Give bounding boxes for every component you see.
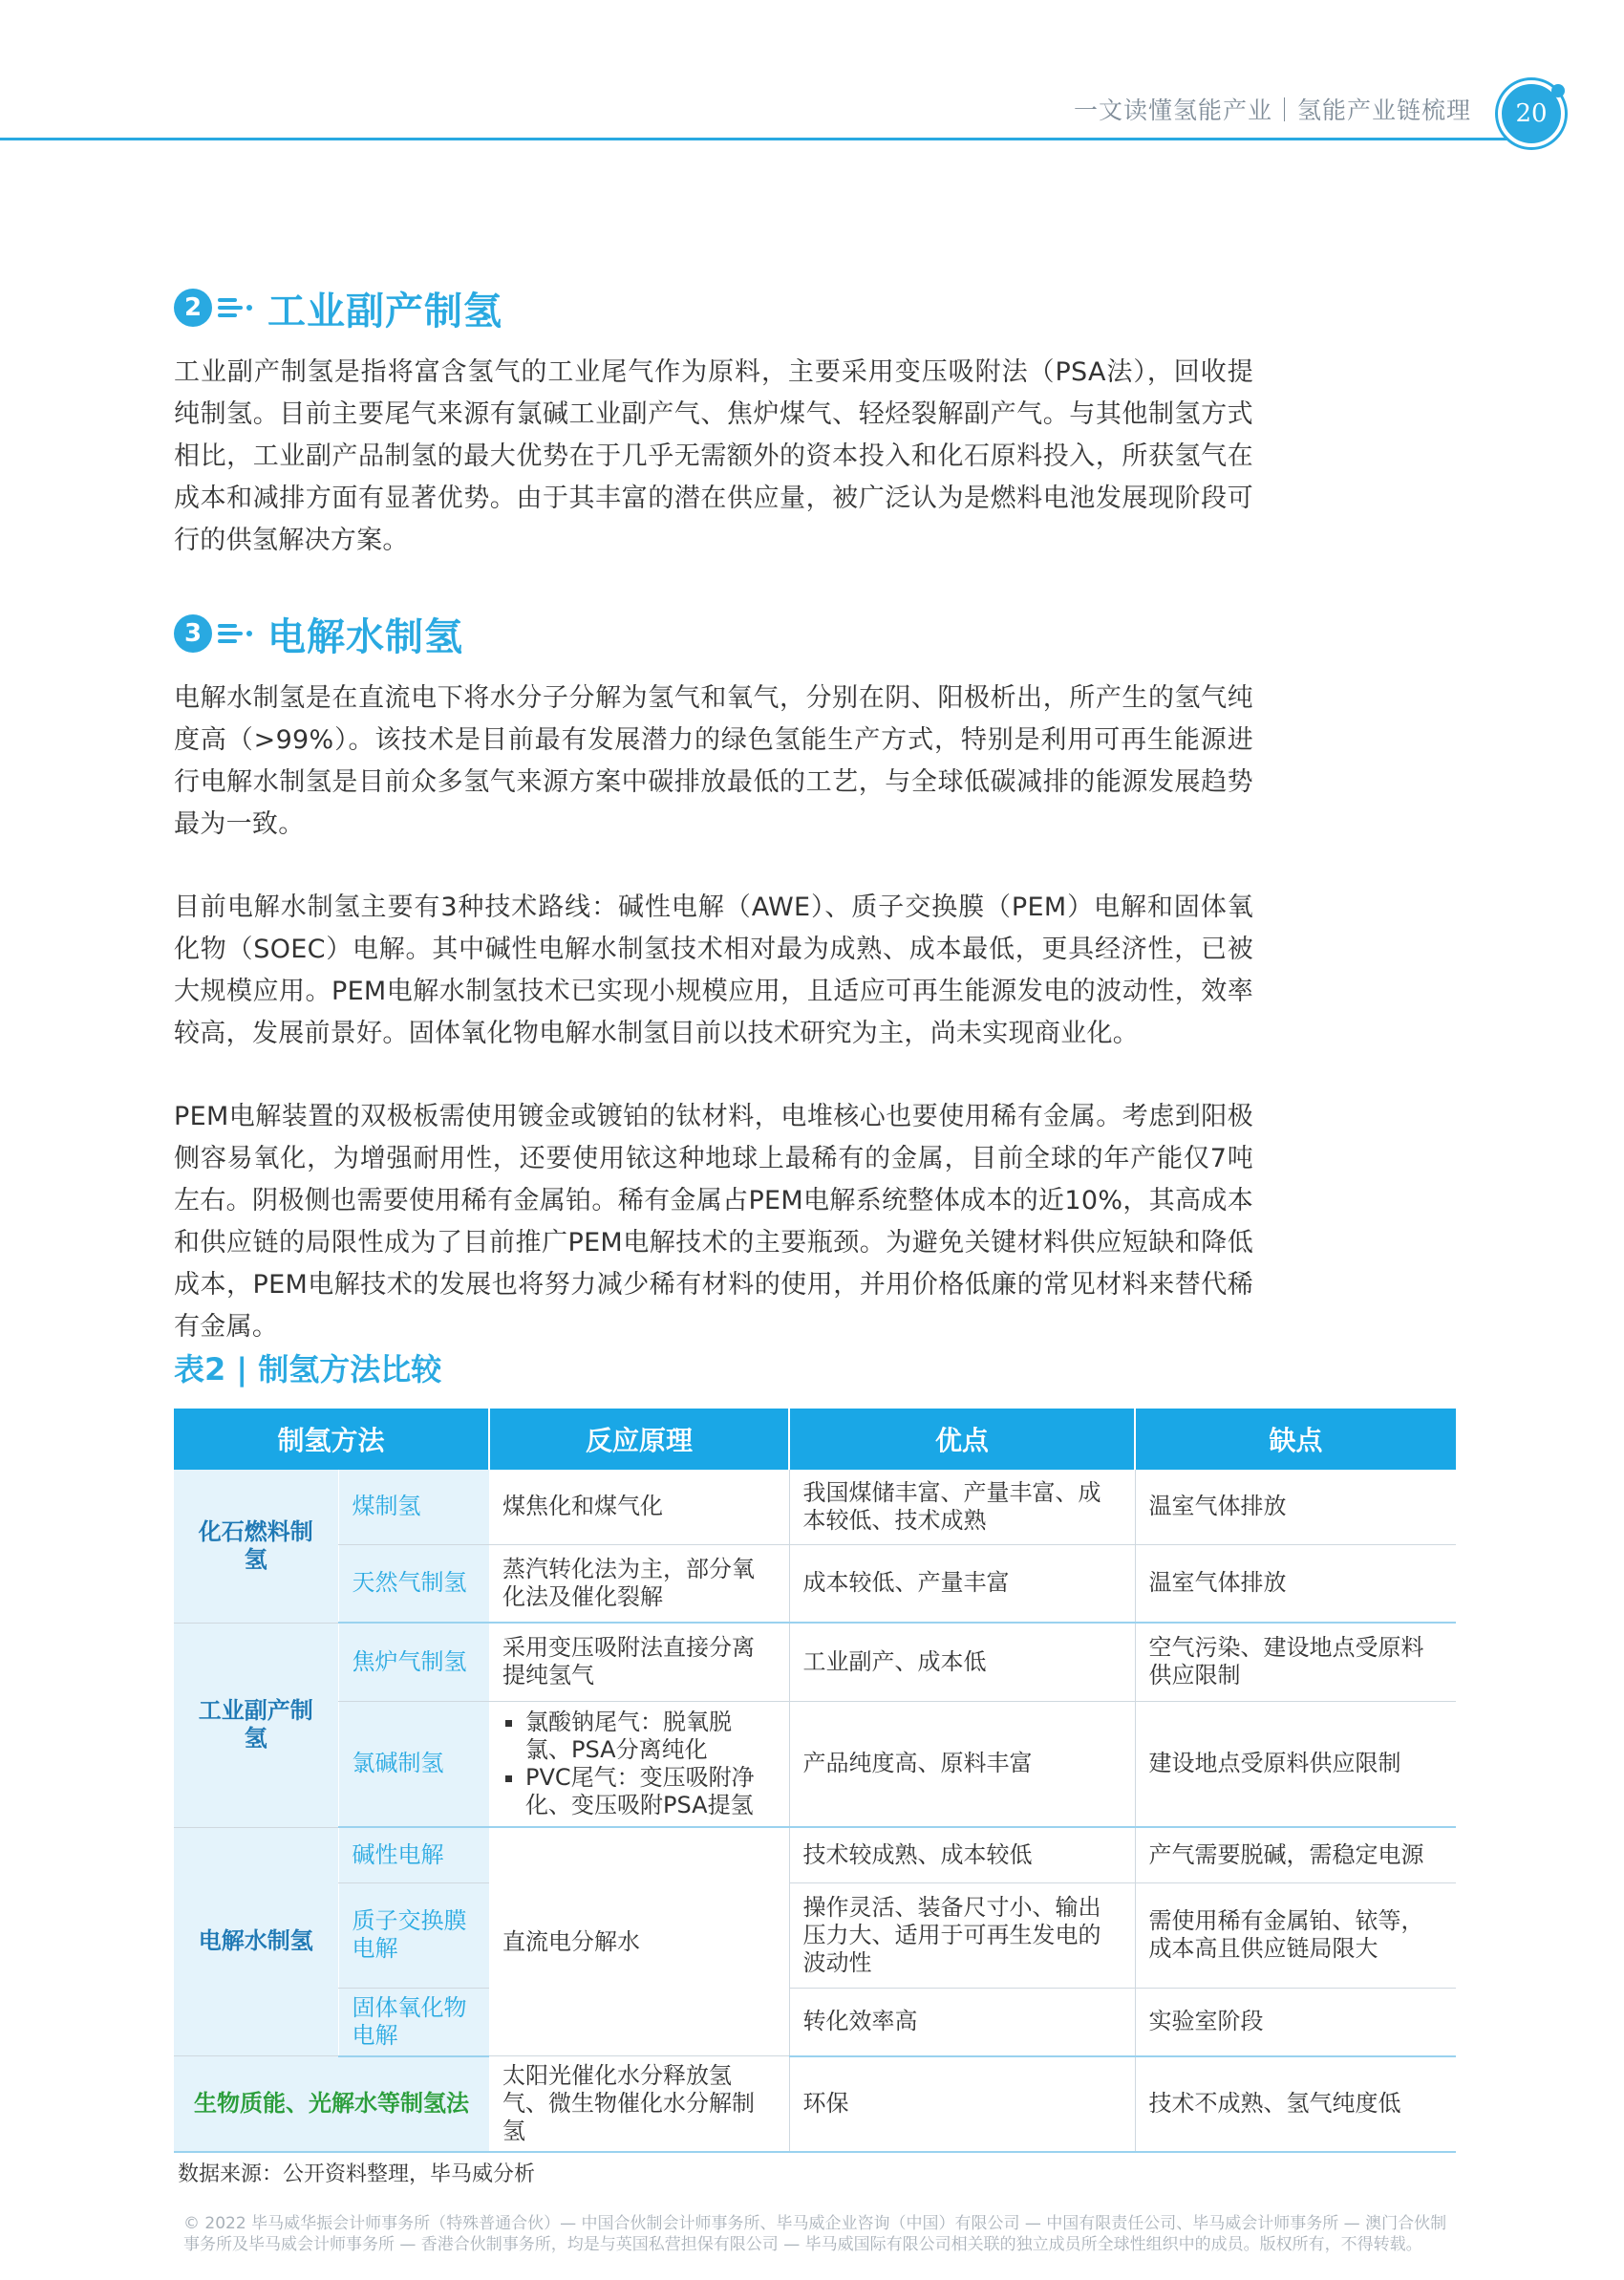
section-heading xyxy=(174,603,1253,664)
section-number: 2 xyxy=(174,289,212,327)
pros-cell: 操作灵活、装备尺寸小、输出压力大、适用于可再生发电的波动性 xyxy=(789,1882,1135,1988)
header-rule xyxy=(0,138,1509,140)
column-header: 制氢方法 xyxy=(174,1409,489,1470)
principle-cell: 太阳光催化水分释放氢气、微生物催化水分解制氢 xyxy=(489,2056,789,2153)
section-number: 3 xyxy=(174,614,212,653)
table-row xyxy=(174,1988,1456,2056)
pros-cell: 转化效率高 xyxy=(789,1988,1135,2056)
list-item: ▪ PVC尾气：变压吸附净化、变压吸附PSA提氢 xyxy=(525,1764,776,1819)
principle-cell: 直流电分解水 xyxy=(489,1827,789,2056)
pros-cell: 技术较成熟、成本较低 xyxy=(789,1827,1135,1882)
pros-cell: 环保 xyxy=(789,2056,1135,2153)
principle-cell: 煤焦化和煤气化 xyxy=(489,1470,789,1544)
table-row xyxy=(174,1827,1456,1882)
paragraph: PEM电解装置的双极板需使用镀金或镀铂的钛材料，电堆核心也要使用稀有金属。考虑到阳极侧容易氧化，为增强耐用性，还要使用铱这种地球上最稀有的金属，目前全球的年产能仅7吨左右。阴极侧也需要使用稀有金属铂。稀有金属占PEM电解系统整体成本的近10%，其高成本和供应链的局限性成为了目前推广PEM电解技术的主要瓶颈。为避免关键材料供应短缺和降低成本，PEM电解技术的发展也将努力减少稀有材料的使用，并用价格低廉的常见材料来替代稀有金属。 xyxy=(174,1102,1253,1342)
table-row xyxy=(174,2056,1456,2153)
speed-lines-icon xyxy=(216,614,258,653)
pros-cell: 产品纯度高、原料丰富 xyxy=(789,1701,1135,1827)
category-cell: 生物质能、光解水等制氢法 xyxy=(174,2056,489,2153)
table-row xyxy=(174,1623,1456,1701)
table-row xyxy=(174,1470,1456,1544)
data-source-note: 数据来源：公开资料整理，毕马威分析 xyxy=(178,2162,536,2186)
copyright-footer: © 2022 毕马威华振会计师事务所（特殊普通合伙）— 中国合伙制会计师事务所、毕马威企业咨询（中国）有限公司 — 中国有限责任公司、毕马威会计师事务所 — 澳门合伙制事务所及毕马威会计师事务所 — 香港合伙制事务所，均是与英国私营担保有限公司 — 毕马威国际有限公司相关联的独立成员所全球性组织中的成员。版权所有，不得转载。 xyxy=(183,2214,1447,2254)
cons-cell: 产气需要脱碱，需稳定电源 xyxy=(1135,1827,1456,1882)
principle-cell: 采用变压吸附法直接分离提纯氢气 xyxy=(489,1623,789,1701)
method-cell: 氯碱制氢 xyxy=(338,1701,489,1827)
list-item: ▪ 氯酸钠尾气：脱氧脱氯、PSA分离纯化 xyxy=(525,1709,776,1764)
page-number-badge: 20 xyxy=(1498,80,1565,147)
method-cell: 固体氧化物电解 xyxy=(338,1988,489,2056)
cons-cell: 技术不成熟、氢气纯度低 xyxy=(1135,2056,1456,2153)
section-title: 电解水制氢 xyxy=(267,614,463,659)
principle-cell: 蒸汽转化法为主，部分氧化法及催化裂解 xyxy=(489,1544,789,1623)
table-row xyxy=(174,1701,1456,1827)
method-cell: 天然气制氢 xyxy=(338,1544,489,1623)
table-title: 表2 | 制氢方法比较 xyxy=(174,1351,442,1387)
method-cell: 碱性电解 xyxy=(338,1827,489,1882)
cons-cell: 实验室阶段 xyxy=(1135,1988,1456,2056)
table-row xyxy=(174,1544,1456,1623)
column-header: 缺点 xyxy=(1135,1409,1456,1470)
column-header: 反应原理 xyxy=(489,1409,789,1470)
paragraph: 电解水制氢是在直流电下将水分子分解为氢气和氧气，分别在阴、阳极析出，所产生的氢气纯度高（>99%）。该技术是目前最有发展潜力的绿色氢能生产方式，特别是利用可再生能源进行电解水制氢是目前众多氢气来源方案中碳排放最低的工艺，与全球低碳减排的能源发展趋势最为一致。 xyxy=(174,683,1253,839)
column-header: 优点 xyxy=(789,1409,1135,1470)
badge-dot-icon xyxy=(1551,84,1565,97)
paragraph: 工业副产制氢是指将富含氢气的工业尾气作为原料，主要采用变压吸附法（PSA法），回收提纯制氢。目前主要尾气来源有氯碱工业副产气、焦炉煤气、轻烃裂解副产气。与其他制氢方式相比，工业副产品制氢的最大优势在于几乎无需额外的资本投入和化石原料投入，所获氢气在成本和减排方面有显著优势。由于其丰富的潜在供应量，被广泛认为是燃料电池发展现阶段可行的供氢解决方案。 xyxy=(174,357,1253,555)
category-cell: 工业副产制氢 xyxy=(174,1623,338,1827)
pros-cell: 成本较低、产量丰富 xyxy=(789,1544,1135,1623)
section-title: 工业副产制氢 xyxy=(267,289,502,333)
category-cell: 化石燃料制氢 xyxy=(174,1470,338,1623)
cons-cell: 温室气体排放 xyxy=(1135,1470,1456,1544)
method-cell: 质子交换膜电解 xyxy=(338,1882,489,1988)
cons-cell: 温室气体排放 xyxy=(1135,1544,1456,1623)
table-row xyxy=(174,1882,1456,1988)
page-header xyxy=(0,0,1624,143)
header-title: 一文读懂氢能产业｜氢能产业链梳理 xyxy=(1073,97,1471,124)
principle-list xyxy=(502,1709,776,1819)
table-header-row xyxy=(174,1409,1456,1470)
pros-cell: 我国煤储丰富、产量丰富、成本较低、技术成熟 xyxy=(789,1470,1135,1544)
speed-lines-icon xyxy=(216,289,258,327)
pros-cell: 工业副产、成本低 xyxy=(789,1623,1135,1701)
category-cell: 电解水制氢 xyxy=(174,1827,338,2056)
comparison-table xyxy=(174,1409,1456,2153)
principle-cell xyxy=(489,1701,789,1827)
section-heading xyxy=(174,277,1253,338)
cons-cell: 需使用稀有金属铂、铱等，成本高且供应链局限大 xyxy=(1135,1882,1456,1988)
main-content xyxy=(174,277,1253,1389)
cons-cell: 建设地点受原料供应限制 xyxy=(1135,1701,1456,1827)
paragraph: 目前电解水制氢主要有3种技术路线：碱性电解（AWE）、质子交换膜（PEM）电解和固体氧化物（SOEC）电解。其中碱性电解水制氢技术相对最为成熟、成本最低，更具经济性，已被大规模应用。PEM电解水制氢技术已实现小规模应用，且适应可再生能源发电的波动性，效率较高，发展前景好。固体氧化物电解水制氢目前以技术研究为主，尚未实现商业化。 xyxy=(174,893,1253,1048)
method-cell: 煤制氢 xyxy=(338,1470,489,1544)
cons-cell: 空气污染、建设地点受原料供应限制 xyxy=(1135,1623,1456,1701)
method-cell: 焦炉气制氢 xyxy=(338,1623,489,1701)
